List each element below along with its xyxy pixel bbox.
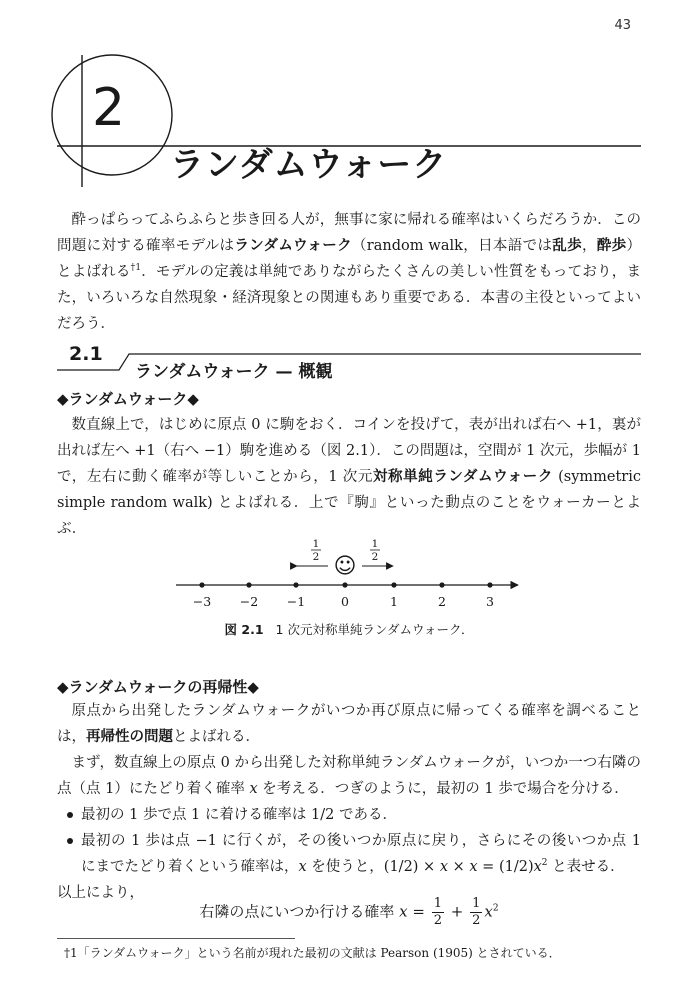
page-number: 43 bbox=[614, 18, 631, 33]
intro-text: ．モデルの定義は単純でありながらたくさんの美しい性質をもっており，また，いろいろな自然現象・経済現象との関連もあり重要である．本書の主役といってよいだろう． bbox=[57, 264, 641, 332]
exponent: 2 bbox=[541, 858, 548, 869]
right-prob-denominator: 2 bbox=[371, 551, 379, 563]
left-prob-denominator: 2 bbox=[312, 551, 320, 563]
footnote-rule bbox=[57, 938, 295, 939]
equation-operator: + bbox=[450, 902, 469, 921]
fraction-numerator: 1 bbox=[472, 896, 481, 911]
right-prob-numerator: 1 bbox=[371, 538, 379, 550]
fraction-numerator: 1 bbox=[433, 896, 443, 911]
variable-x: x bbox=[249, 781, 258, 797]
variable-x: x bbox=[484, 902, 493, 921]
recurrence-paragraph bbox=[57, 698, 641, 802]
tick-label: −1 bbox=[286, 594, 306, 609]
conclusion-line: 以上により， bbox=[57, 885, 144, 901]
equation-operator: = bbox=[407, 902, 430, 921]
tick-dot bbox=[487, 582, 492, 587]
fraction-denominator: 2 bbox=[472, 913, 481, 928]
variable-x: x bbox=[399, 902, 408, 921]
equation-label: 右隣の点にいつか行ける確率 bbox=[199, 902, 400, 921]
section-number: 2.1 bbox=[69, 343, 103, 365]
footnote-mark: †1 bbox=[64, 946, 78, 960]
bullet-icon bbox=[67, 812, 73, 818]
term-suiho: 酔歩 bbox=[596, 238, 627, 254]
figure-label: 図 2.1 bbox=[224, 622, 264, 637]
recurrence-text: まず，数直線上の原点 0 から出発した対称単純ランダムウォークが，いつか一つ右隣の点（点 1）にたどり着く確率 bbox=[57, 755, 641, 797]
figure-caption-text: 1 次元対称単純ランダムウォーク． bbox=[275, 622, 474, 637]
tick-dot bbox=[293, 582, 298, 587]
recurrence-text: とよばれる． bbox=[173, 729, 260, 745]
recurrence-text: 原点から出発したランダムウォークがいつか再び原点に帰ってくる確率を調べることは， bbox=[57, 703, 641, 745]
variable-x: x bbox=[533, 859, 542, 875]
tick-dot bbox=[391, 582, 396, 587]
walker-icon: ☺ bbox=[333, 554, 357, 579]
term-random-walk: ランダムウォーク bbox=[234, 238, 352, 254]
definition-paragraph bbox=[57, 412, 641, 542]
variable-x: x bbox=[469, 859, 478, 875]
tick-label: −3 bbox=[192, 594, 212, 609]
intro-text: ， bbox=[581, 238, 597, 254]
fraction-denominator: 2 bbox=[433, 913, 443, 928]
tick-label: −2 bbox=[239, 594, 259, 609]
term-symmetric-simple-random-walk: 対称単純ランダムウォーク bbox=[372, 469, 553, 485]
list-item-text: を使うと，(1/2) × bbox=[306, 859, 440, 875]
list-item-text: × bbox=[448, 859, 470, 875]
subheading-random-walk: ◆ランダムウォーク◆ bbox=[57, 390, 199, 408]
section-heading bbox=[57, 340, 641, 384]
tick-label: 3 bbox=[486, 594, 494, 609]
left-prob-numerator: 1 bbox=[312, 538, 320, 550]
variable-x: x bbox=[439, 859, 449, 875]
tick-dot bbox=[439, 582, 444, 587]
definition-text: 数直線上で，はじめに原点 0 に駒をおく．コインを投げて，表が出れば右へ +1，裏が出れば左へ +1（右へ −1）駒を進める（図 2.1）．この問題は，空間が 1 次元，歩幅が 1 で，左右に動く確率が等しいことから，1 次元 bbox=[57, 417, 641, 485]
chapter-title: ランダムウォーク bbox=[170, 145, 448, 185]
intro-text: 酔っぱらってふらふらと歩き回る人が，無事に家に帰れる確率はいくらだろうか．この問題に対する確率モデルは bbox=[57, 212, 641, 254]
list-item-text: = (1/2) bbox=[477, 859, 534, 875]
footnote bbox=[64, 944, 644, 962]
list-item-text: 最初の 1 歩は点 −1 に行くが，その後いつか原点に戻り，さらにその後いつか点 1 にまでたどり着くという確率は， bbox=[81, 833, 641, 875]
exponent: 2 bbox=[492, 903, 499, 914]
tick-dot bbox=[199, 582, 204, 587]
intro-paragraph bbox=[57, 207, 641, 337]
intro-text: （random walk，日本語では bbox=[351, 238, 553, 254]
list-item bbox=[57, 802, 641, 828]
tick-label: 1 bbox=[390, 594, 398, 609]
recurrence-text: を考える．つぎのように，最初の 1 歩で場合を分ける． bbox=[257, 781, 629, 797]
subheading-recurrence: ◆ランダムウォークの再帰性◆ bbox=[57, 678, 259, 696]
case-list bbox=[57, 802, 641, 880]
list-item-text: 最初の 1 歩で点 1 に着ける確率は 1/2 である． bbox=[81, 807, 397, 823]
definition-text: (symmetric simple random walk) とよばれる．上で『駒』といった動点のことをウォーカーとよぶ． bbox=[57, 469, 641, 537]
equation bbox=[57, 896, 641, 929]
tick-dot bbox=[246, 582, 251, 587]
fraction-one-half bbox=[470, 896, 482, 929]
figure-caption bbox=[57, 620, 641, 638]
chapter-number: 2 bbox=[92, 78, 126, 138]
bullet-icon bbox=[67, 838, 73, 844]
tick-dot bbox=[342, 582, 347, 587]
fraction-one-half bbox=[432, 896, 444, 929]
footnote-mark[interactable]: †1 bbox=[130, 263, 142, 274]
term-recurrence-problem: 再帰性の問題 bbox=[86, 729, 173, 745]
tick-label: 2 bbox=[438, 594, 446, 609]
list-item bbox=[57, 828, 641, 880]
tick-label: 0 bbox=[341, 594, 349, 609]
section-title: ランダムウォーク — 概観 bbox=[135, 362, 333, 382]
term-ranpo: 乱歩 bbox=[552, 238, 582, 254]
footnote-text: 「ランダムウォーク」という名前が現れた最初の文献は Pearson (1905) とされている． bbox=[77, 946, 561, 960]
intro-text: ）とよばれる bbox=[57, 238, 642, 280]
list-item-text: と表せる． bbox=[547, 859, 625, 875]
variable-x: x bbox=[298, 859, 307, 875]
